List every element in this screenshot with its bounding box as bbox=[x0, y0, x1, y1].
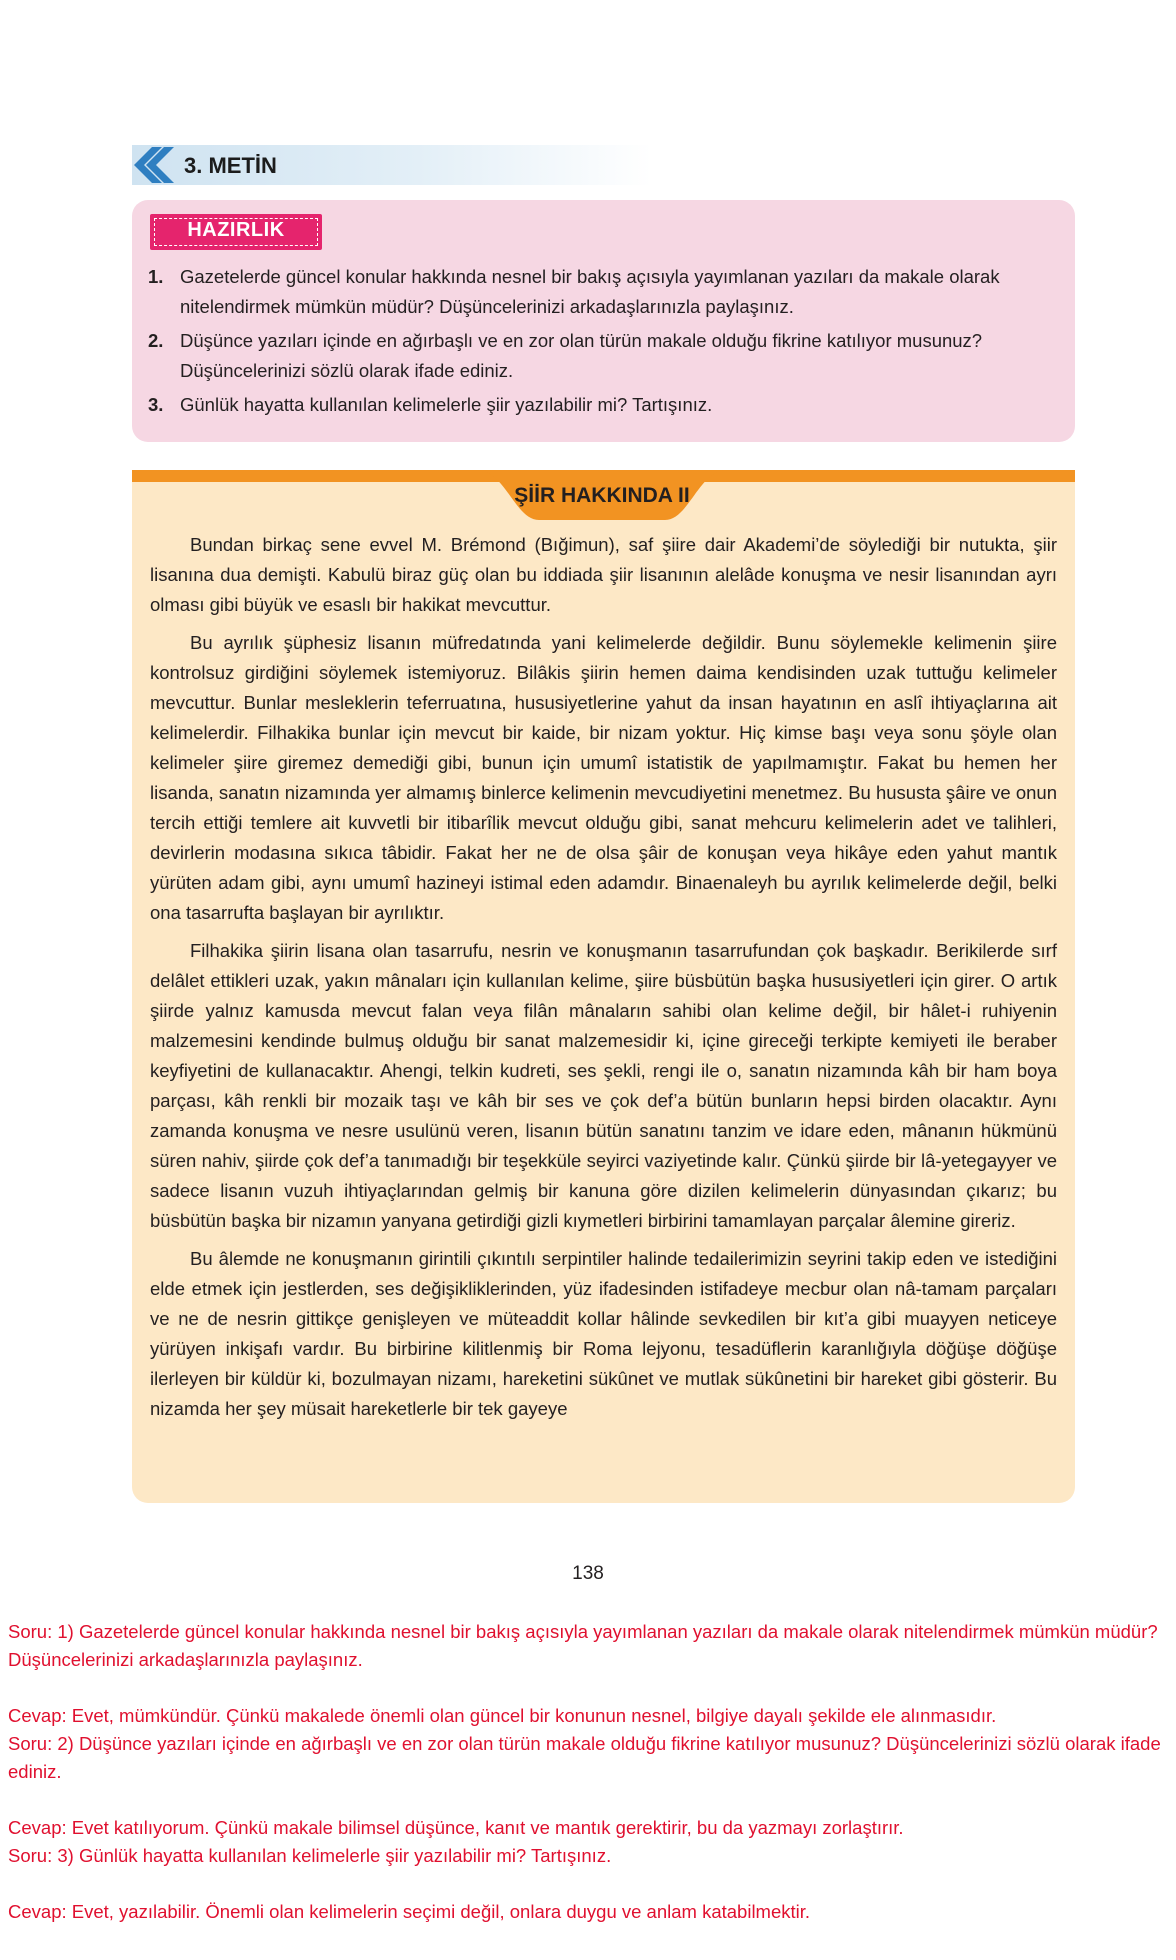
answer: Cevap: Evet, yazılabilir. Önemli olan kelimelerin seçimi değil, onlara duygu ve anlam katabilmektir. bbox=[8, 1901, 811, 1922]
preparation-item bbox=[148, 390, 1053, 420]
item-text: Günlük hayatta kullanılan kelimelerle şiir yazılabilir mi? Tartışınız. bbox=[180, 394, 713, 415]
question: Soru: 1) Gazetelerde güncel konular hakkında nesnel bir bakış açısıyla yayımlanan yazıları da makale olarak nitelendirmek mümkün müdür? Düşüncelerinizi arkadaşlarınızla paylaşınız. bbox=[8, 1621, 1158, 1670]
section-title: 3. METİN bbox=[184, 153, 277, 178]
preparation-tag bbox=[150, 214, 322, 250]
double-chevron-left-icon bbox=[132, 145, 174, 185]
paragraph: Bundan birkaç sene evvel M. Brémond (Bığimun), saf şiire dair Akademi’de söylediği bir nutukta, şiir lisanına dua demişti. Kabulü biraz güç olan bu iddiada şiir lisanının alelâde konuşma ve nesir lisanından ayrı olması gibi büyük ve esaslı bir hakikat mevcuttur. bbox=[150, 534, 1057, 615]
qa-section bbox=[8, 1618, 1168, 1926]
preparation-list bbox=[148, 262, 1053, 424]
answer: Cevap: Evet katılıyorum. Çünkü makale bilimsel düşünce, kanıt ve mantık gerektirir, bu da yazmayı zorlaştırır. bbox=[8, 1817, 904, 1838]
item-number: 1. bbox=[148, 266, 164, 287]
preparation-box bbox=[132, 200, 1075, 442]
preparation-item bbox=[148, 326, 1053, 386]
preparation-item bbox=[148, 262, 1053, 322]
paragraph: Bu âlemde ne konuşmanın girintili çıkıntılı serpintiler halinde tedailerimizin seyrini takip eden ve istediğini elde etmek için jestlerden, ses değişikliklerinden, yüz ifadesinden istifadeye mecbur olan nâ-tamam parçaları ve ne de nesrin gittikçe genişleyen ve müteaddit kollar hâlinde sevkedilen bir kıt’a gibi muayyen neticeye yürüyen inkişafı vardır. Bu birbirine kilitlenmiş bir Roma lejyonu, tesadüflerin karanlığıyla döğüşe döğüşe ilerleyen bir küldür ki, bozulmayan nizamı, hareketini sükûnet ve mutlak sükûnetini bir hareket gibi gösterir. Bu nizamda her şey müsait hareketlerle bir tek gayeye bbox=[150, 1248, 1057, 1419]
item-text: Gazetelerde güncel konular hakkında nesnel bir bakış açısıyla yayımlanan yazıları da makale olarak nitelendirmek mümkün müdür? Düşüncelerinizi arkadaşlarınızla paylaşınız. bbox=[180, 266, 1000, 317]
paragraph: Filhakika şiirin lisana olan tasarrufu, nesrin ve konuşmanın tasarrufundan çok başkadır. Berikilerde sırf delâlet ettikleri uzak, yakın mânaları için kullanılan kelime, şiire büsbütün başka hususiyetleri için girer. O artık şiirde yalnız kamusda mevcut falan veya filân mânaların sahibi olan kelime değil, bir hâlet-i ruhiyenin malzemesini kendinde bulmuş olduğu bir sanat malzemesidir ki, içine gireceği terkipte kemiyeti ile beraber keyfiyetini de kullanacaktır. Ahengi, telkin kudreti, ses şekli, rengi ile o, sanatın nizamında kâh bir ham boya parçası, kâh renkli bir mozaik taşı ve kâh bir ses ve çok def’a bütün bunların hepsi birden olacaktır. Aynı zamanda konuşma ve nesre usulünü veren, lisanın bütün sanatını tanzim ve idare eden, mânanın hükmünü süren nahiv, şiirde çok def’a tanımadığı bir teşekküle seyirci vaziyetinde kalır. Çünkü şiirde bir lâ-yetegayyer ve sadece lisanın vuzuh ihtiyaçlarından gelmiş bir kanuna göre dizilen kelimelerin dünyasından çıkarız; bu büsbütün başka bir nizamın yanyana getirdiği gizli kıymetleri birbirini tamamlayan parçalar âlemine gireriz. bbox=[150, 940, 1057, 1231]
text-body bbox=[150, 530, 1057, 1432]
preparation-tag-label: HAZIRLIK bbox=[187, 219, 285, 241]
text-title: ŞİİR HAKKINDA II bbox=[514, 484, 690, 507]
paragraph: Bu ayrılık şüphesiz lisanın müfredatında yani kelimelerde değildir. Bunu söylemekle kelimenin şiire kontrolsuz girdiğini söylemek istemiyoruz. Bilâkis şiirin hemen daima kendisinden uzak tuttuğu kelimeler mevcuttur. Bunlar mesleklerin teferruatına, hususiyetlerine yahut da insan hayatının en aslî ihtiyaçlarına ait kelimelerdir. Filhakika bunlar için mevcut bir kaide, bir nizam yoktur. Hiç kimse başı veya sonu şöyle olan kelimeler şiire giremez demediği gibi, bunun için umumî istatistik de yapılmamıştır. Fakat bu hemen her lisanda, sanatın nizamında yer almamış binlerce kelimenin mevcudiyetini menetmez. Bu hususta şâire ve onun tercih ettiği temlere ait kuvvetli bir itibarîlik mevcut olduğu gibi, sanat mehcuru kelimelerin adet ve talihleri, devirlerin modasına sıkıca tâbidir. Fakat her ne de olsa şâir de konuşan veya hikâye eden yahut mantık yürüten adam gibi, aynı umumî hazineyi istimal eden adamdır. Binaenaleyh bu ayrılık kelimelerde değil, belki ona tasarrufta başlayan bir ayrılıktır. bbox=[150, 632, 1057, 923]
question: Soru: 2) Düşünce yazıları içinde en ağırbaşlı ve en zor olan türün makale olduğu fikrine katılıyor musunuz? Düşüncelerinizi sözlü olarak ifade ediniz. bbox=[8, 1733, 1161, 1782]
question: Soru: 3) Günlük hayatta kullanılan kelimelerle şiir yazılabilir mi? Tartışınız. bbox=[8, 1845, 612, 1866]
item-number: 3. bbox=[148, 394, 164, 415]
section-header bbox=[132, 145, 652, 185]
reading-text-box bbox=[132, 470, 1075, 1503]
item-number: 2. bbox=[148, 330, 164, 351]
item-text: Düşünce yazıları içinde en ağırbaşlı ve en zor olan türün makale olduğu fikrine katılıyor musunuz? Düşüncelerinizi sözlü olarak ifade ediniz. bbox=[180, 330, 983, 381]
answer: Cevap: Evet, mümkündür. Çünkü makalede önemli olan güncel bir konunun nesnel, bilgiye dayalı şekilde ele alınmasıdır. bbox=[8, 1705, 997, 1726]
page-number: 138 bbox=[572, 1563, 604, 1584]
